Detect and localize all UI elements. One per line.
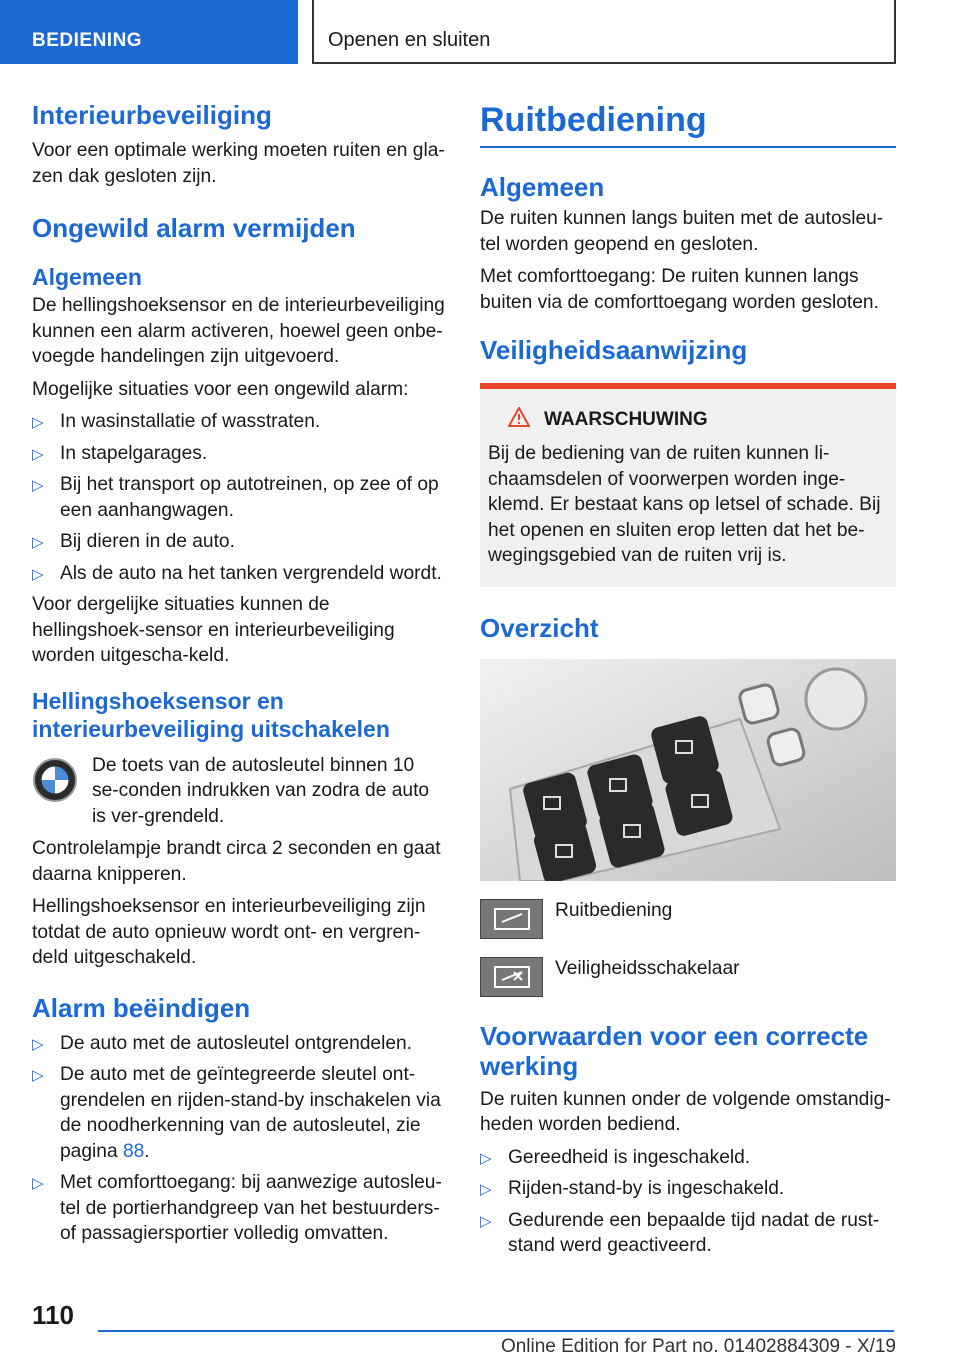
triangle-bullet-icon: ▷	[32, 1035, 44, 1053]
heading-switch-off: Hellingshoeksensor en interieurbeveiliging uitschakelen	[32, 687, 390, 742]
left-column	[32, 100, 446, 1253]
para-situations: Mogelijke situaties voor een ongewild alarm:	[32, 378, 409, 400]
triangle-bullet-icon: ▷	[32, 477, 44, 494]
legend-row	[480, 899, 896, 939]
list-item: ▷ Gereedheid is ingeschakeld.	[480, 1145, 896, 1171]
key-instruction	[32, 753, 446, 830]
bmw-key-icon	[32, 757, 80, 809]
para-conditions: De ruiten kunnen onder de volgende omstandig-heden worden bediend.	[480, 1088, 891, 1135]
triangle-bullet-icon: ▷	[32, 565, 44, 583]
para-disable: Voor dergelijke situaties kunnen de hellingshoek-sensor en interieurbeveiliging worden uitgescha-keld.	[32, 594, 395, 666]
para-general1: De ruiten kunnen langs buiten met de autosleu-tel worden geopend en gesloten.	[480, 208, 884, 255]
legend-label: Ruitbediening	[555, 899, 673, 921]
triangle-bullet-icon: ▷	[32, 414, 44, 431]
triangle-bullet-icon: ▷	[32, 1175, 44, 1192]
para-interior: Voor een optimale werking moeten ruiten en gla-zen dak gesloten zijn.	[32, 140, 445, 187]
safety-switch-icon	[480, 957, 543, 997]
heading-window-control: Ruitbediening	[480, 101, 707, 139]
list-item: ▷ Bij het transport op autotreinen, op zee of op een aanhangwagen.	[32, 474, 439, 521]
para-lamp: Controlelampje brandt circa 2 seconden en gaat daarna knipperen.	[32, 838, 441, 885]
window-switch-photo	[480, 659, 896, 881]
heading-alarm-end: Alarm beëindigen	[32, 992, 251, 1023]
section-tab: BEDIENING	[0, 0, 298, 64]
para-key: De toets van de autosleutel binnen 10 se-conden indrukken van zodra de auto is ver-grendeld.	[92, 754, 430, 827]
para-general: De hellingshoeksensor en de interieurbeveiliging kunnen een alarm activeren, hoewel geen onbe-voegde handelingen zijn uitgevoerd.	[32, 295, 445, 367]
heading-interior: Interieurbeveiliging	[32, 100, 272, 130]
triangle-bullet-icon: ▷	[32, 445, 44, 463]
triangle-bullet-icon: ▷	[480, 1212, 492, 1230]
triangle-bullet-icon: ▷	[32, 1067, 44, 1084]
right-column	[480, 100, 896, 1265]
chapter-title: Openen en sluiten	[312, 0, 896, 64]
list-item: ▷ Gedurende een bepaalde tijd nadat de rust-stand werd geactiveerd.	[480, 1209, 880, 1256]
heading-rule	[480, 146, 896, 148]
legend-label: Veiligheidsschakelaar	[555, 957, 740, 979]
footer-rule	[98, 1330, 894, 1332]
triangle-bullet-icon: ▷	[480, 1149, 492, 1167]
heading-overview: Overzicht	[480, 612, 599, 643]
end-list	[32, 1031, 446, 1247]
situations-list	[32, 409, 446, 586]
heading-conditions: Voorwaarden voor een correcte werking	[480, 1020, 869, 1081]
heading-alarm-avoid: Ongewild alarm vermijden	[32, 213, 356, 243]
warning-header	[488, 407, 888, 433]
legend-row	[480, 957, 896, 997]
list-item: ▷ De auto met de autosleutel ontgrendelen.	[32, 1031, 446, 1057]
list-item: ▷ Als de auto na het tanken vergrendeld wordt.	[32, 561, 446, 587]
edition-text: Online Edition for Part no. 01402884309 - X/19	[500, 1336, 896, 1357]
page-number: 110	[32, 1300, 74, 1330]
list-item: ▷ Rijden-stand-by is ingeschakeld.	[480, 1176, 896, 1202]
list-item: ▷ De auto met de geïntegreerde sleutel ont-grendelen en rijden-stand-by inschakelen via de noodherkenning van de autosleutel, zie pagina 88.	[32, 1064, 441, 1162]
list-item: ▷ In stapelgarages.	[32, 441, 446, 467]
para-general2: Met comforttoegang: De ruiten kunnen langs buiten via de comforttoegang worden gesloten.	[480, 266, 879, 313]
para-until: Hellingshoeksensor en interieurbeveiliging zijn totdat de auto opnieuw wordt ont- en vergren-deld uitgeschakeld.	[32, 896, 426, 968]
warning-box	[480, 383, 896, 587]
triangle-bullet-icon: ▷	[32, 534, 44, 551]
heading-general: Algemeen	[32, 264, 142, 290]
triangle-bullet-icon: ▷	[480, 1181, 492, 1198]
warning-text: Bij de bediening van de ruiten kunnen li-chaamsdelen of voorwerpen worden inge-klemd. Er bestaat kans op letsel of schade. Bij het openen en sluiten erop letten dat het be-wegingsgebied van de ruiten vrij is.	[488, 443, 881, 566]
list-item: ▷ Met comforttoegang: bij aanwezige autosleu-tel de portierhandgreep van het bestuurders-of passagiersportier volledig omvatten.	[32, 1172, 442, 1244]
heading-safety: Veiligheidsaanwijzing	[480, 335, 748, 365]
heading-general: Algemeen	[480, 172, 605, 202]
page-link[interactable]: 88	[122, 1140, 145, 1162]
warning-title: WAARSCHUWING	[544, 409, 708, 430]
warning-triangle-icon	[508, 407, 530, 433]
window-switch-icon	[480, 899, 543, 939]
list-item: ▷ In wasinstallatie of wasstraten.	[32, 409, 446, 435]
conditions-list	[480, 1145, 896, 1259]
list-item: ▷ Bij dieren in de auto.	[32, 529, 446, 555]
